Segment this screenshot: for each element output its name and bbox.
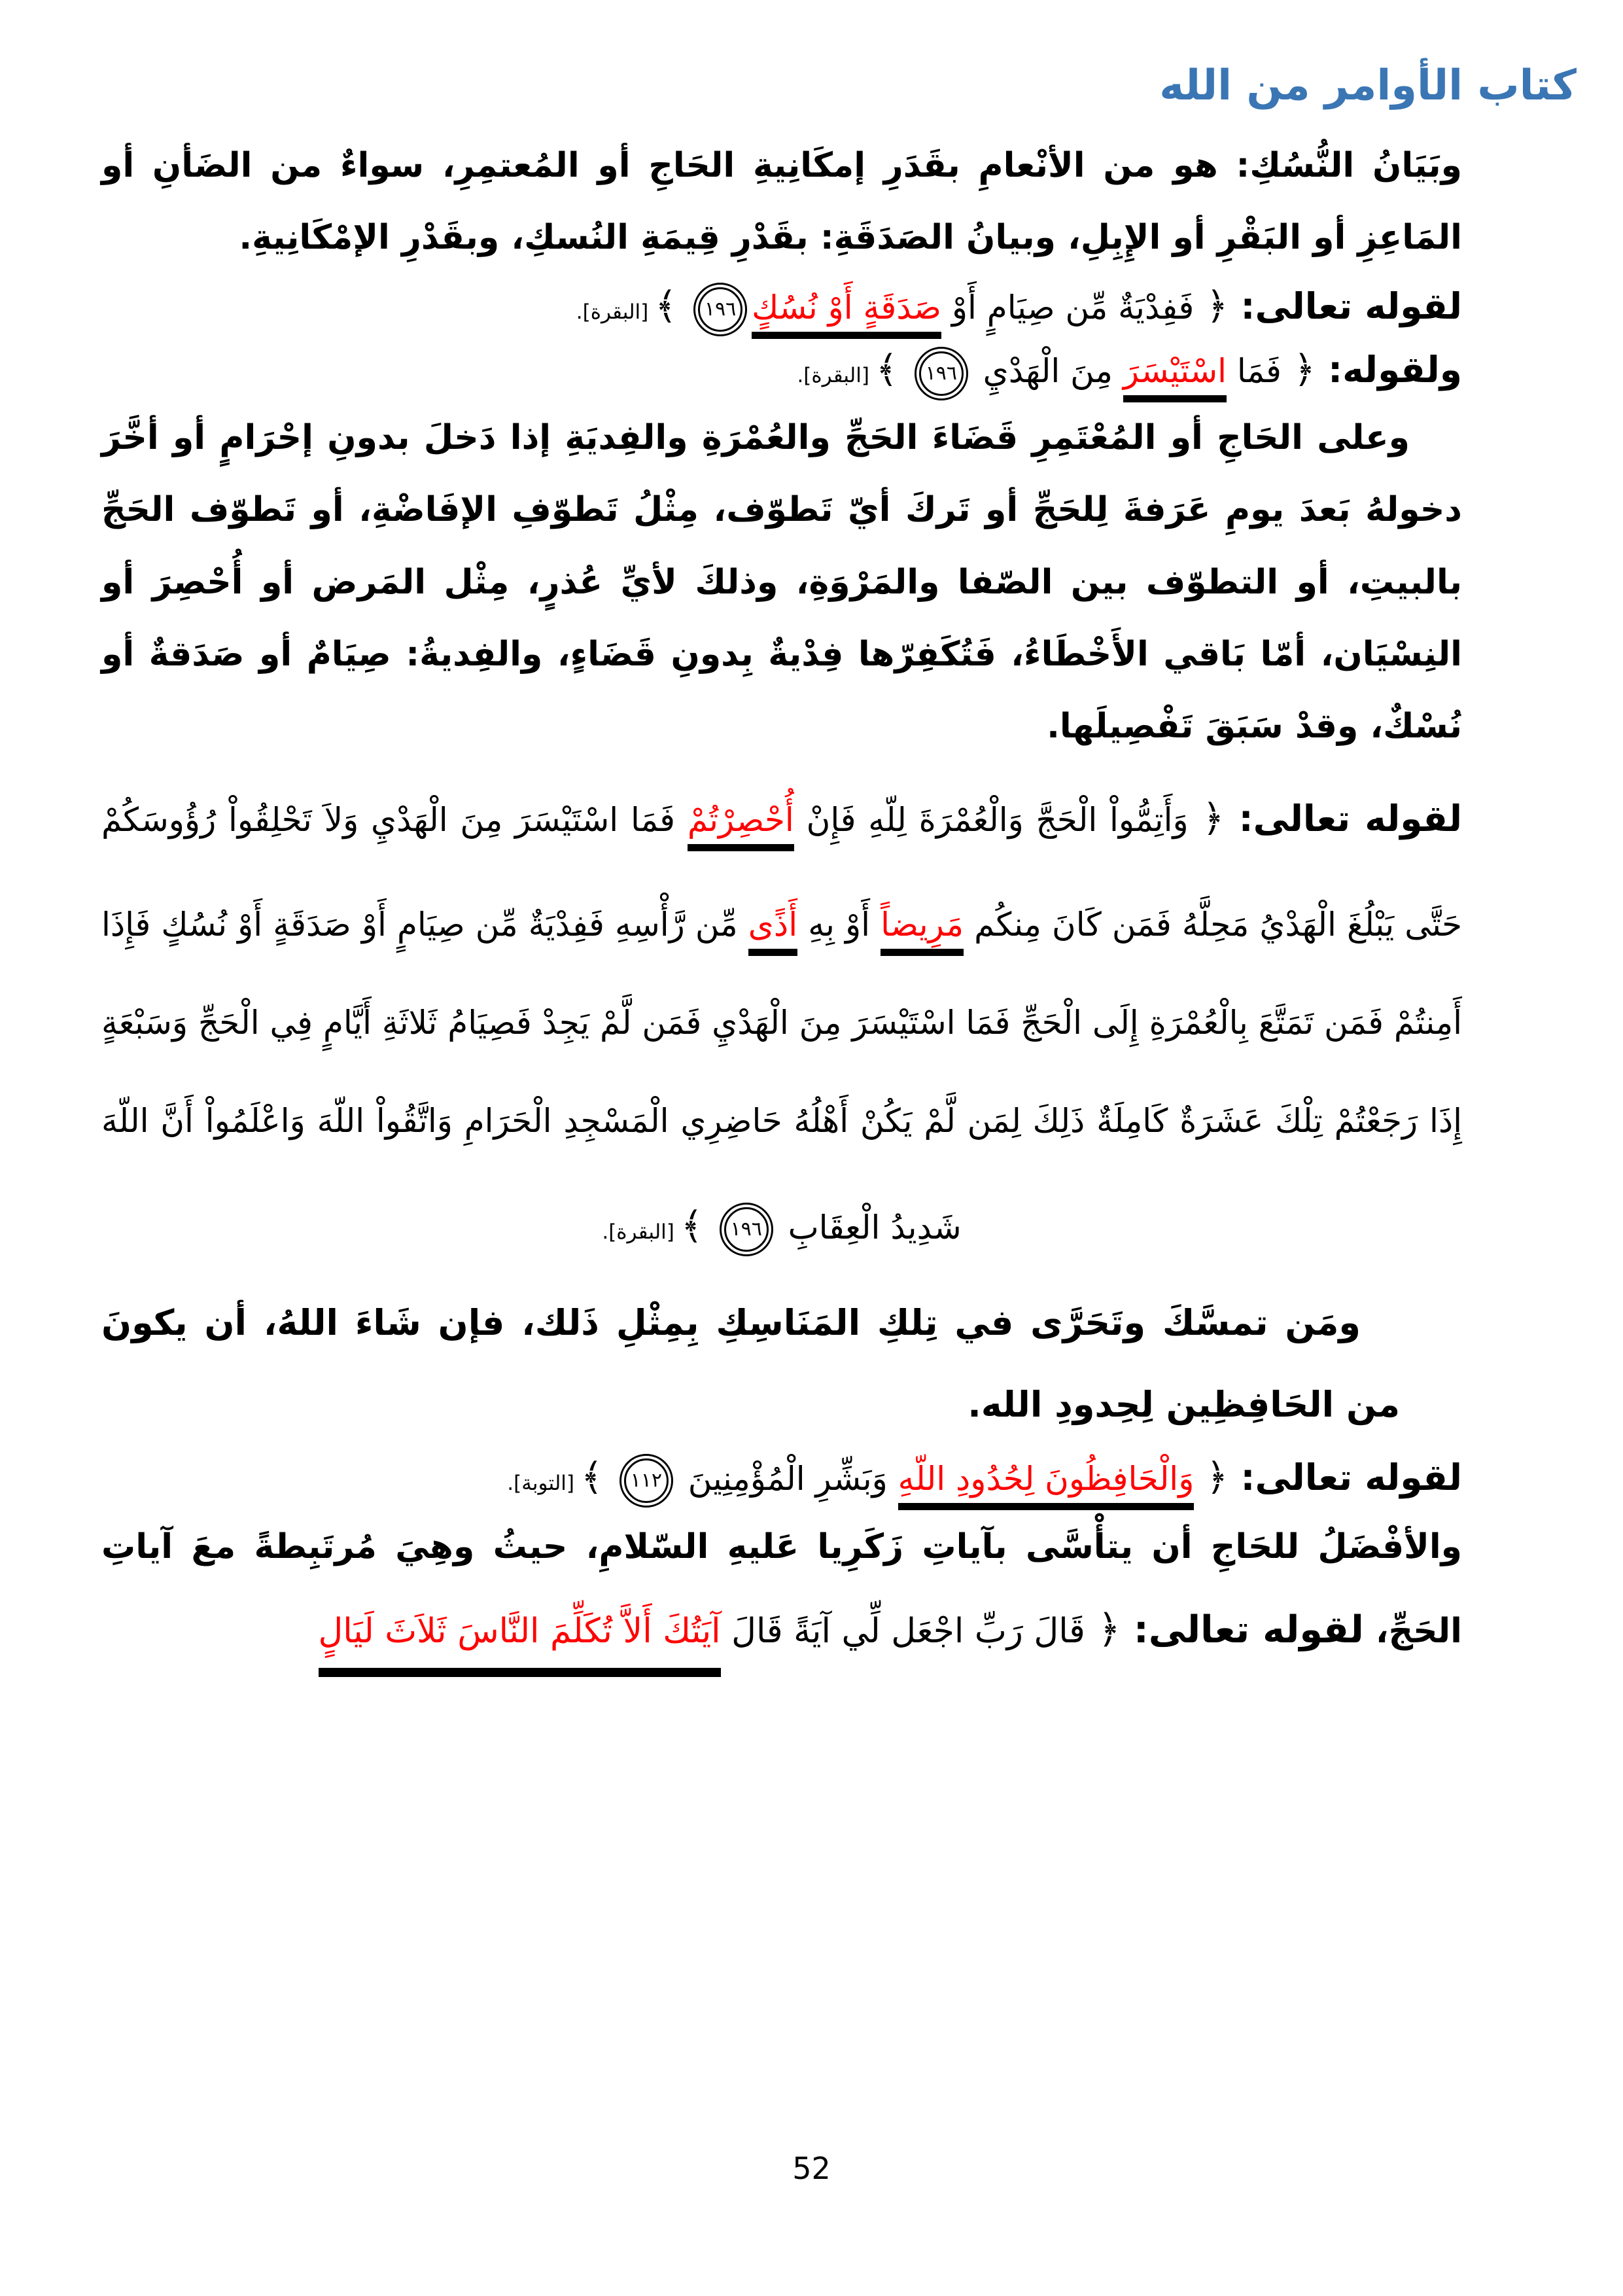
body-text: فَفِدْيَةٌ مِّن صِيَامٍ أَوْ <box>941 288 1195 327</box>
body-text: وعلى الحَاجِ أو المُعْتَمِرِ قَضَاءَ الحَجِّ والعُمْرَةِ والفِديَةِ إذا دَخلَ بدونِ إحْرَامٍ أو أخَّرَ دخولهُ بَعدَ يومِ عَرَفةَ لِلحَجِّ أو تَركَ أيّ تَطوّف، مِثْلُ تَطوّفِ الإفَاضْةِ، أو تَطوّف الحَجِّ بالبيتِ، أو التطوّف بين الصّفا والمَرْوَةِ، وذلكَ لأيِّ عُذرٍ، مِثْل المَرض أو أُحْصِرَ أو النِسْيَان، أمّا بَاقي الأَخْطَاءُ، فَتُكَفِرّها فِدْيةٌ بِدونِ قَضَاءٍ، والفِديةُ: صِيَامٌ أو صَدَقةٌ أو نُسْكٌ، وقدْ سَبَقَ تَفْصِيلَها. <box>101 418 1462 747</box>
highlighted-verse-text: أَذًى <box>748 906 797 956</box>
page-number: 52 <box>792 2151 831 2186</box>
body-text: قَالَ رَبِّ اجْعَل لِّي آيَةً قَالَ <box>720 1612 1085 1651</box>
quran-quote-hafizun-tawbah-112 <box>101 1445 1462 1510</box>
quote-lead-label: لقوله تعالى: <box>1120 1608 1364 1652</box>
body-text: بقَدْرِ قِيمَةِ النُسكِ، وبقَدْرِ الإمْكَانِيةِ. <box>239 218 820 258</box>
body-text: وبَيَانُ النُّسُكِ: <box>1236 146 1462 186</box>
ornate-bracket: ﴾ <box>655 283 689 328</box>
body-text: أَوْ بِهِ <box>797 905 881 944</box>
ornate-bracket: ﴿ <box>1281 347 1316 392</box>
surah-reference: [البقرة]. <box>602 1220 681 1244</box>
body-text: وَبَشِّرِ الْمُؤْمِنِينَ <box>677 1459 898 1498</box>
body-text: وَأَتِمُّواْ الْحَجَّ وَالْعُمْرَةَ لِلّهِ فَإِنْ <box>794 801 1189 839</box>
body-text: فَمَا <box>1227 352 1282 391</box>
ornate-bracket: ﴾ <box>580 1455 615 1499</box>
highlighted-verse-text: مَرِيضاً <box>881 906 964 956</box>
highlighted-verse-text: اسْتَيْسَرَ <box>1123 352 1227 402</box>
verse-number-medallion: ١٩٦ <box>698 287 742 332</box>
surah-reference: [التوبة]. <box>507 1471 581 1495</box>
body-text: وبيانُ الصَدَقَةِ: <box>820 218 1056 258</box>
quote-lead-label: لقوله تعالى: <box>1228 285 1462 327</box>
ornate-bracket: ﴿ <box>1085 1606 1121 1653</box>
ornate-bracket: ﴿ <box>1194 283 1229 328</box>
verse-number-medallion: ١١٢ <box>624 1458 669 1503</box>
ornate-bracket: ﴾ <box>680 1203 715 1248</box>
verse-number-medallion: ١٩٦ <box>724 1207 769 1252</box>
quote-lead-label: لقوله تعالى: <box>1224 798 1462 840</box>
quran-quote-hady-baqarah-196 <box>101 338 1462 402</box>
body-text: والأفْضَلُ للحَاجِ أن يتأْسَّى بآياتِ زَكَرِيا عَليهِ السّلامِ، حيثُ وهِيَ مُرتَبِطةً معَ آياتِ الحَجِّ، <box>101 1527 1462 1651</box>
highlighted-verse-text: وَالْحَافِظُونَ لِحُدُودِ اللّهِ <box>898 1460 1195 1510</box>
exhortation-paragraph-manasik <box>101 1282 1462 1445</box>
highlighted-verse-text: أُحْصِرْتُمْ <box>688 801 794 851</box>
verse-number-medallion: ١٩٦ <box>919 351 964 396</box>
ornate-bracket: ﴾ <box>875 347 910 392</box>
quote-lead-label: ولقوله: <box>1315 349 1462 391</box>
surah-reference: [البقرة]. <box>576 300 655 324</box>
body-text: هو من الأنْعامِ بقَدَرِ إمكَانِيةِ الحَاجِ أو المُعتمِرِ، سواءٌ من الضَأنِ أو المَاعِزِ أو البَقْرِ أو الإِبِلِ، <box>101 146 1462 258</box>
body-text: مِّن رَّأْسِهِ فَفِدْيَةٌ مِّن صِيَامٍ أَوْ صَدَقَةٍ أَوْ نُسُكٍ فَإِذَا أَمِنتُمْ فَمَن تَمَتَّعَ بِالْعُمْرَةِ إِلَى الْحَجِّ فَمَا اسْتَيْسَرَ مِنَ الْهَدْيِ فَمَن لَّمْ يَجِدْ فَصِيَامُ ثَلاثَةِ أَيَّامٍ فِي الْحَجِّ وَسَبْعَةٍ إِذَا رَجَعْتُمْ تِلْكَ عَشَرَةٌ كَامِلَةٌ ذَلِكَ لِمَن لَّمْ يَكُنْ أَهْلُهُ حَاضِرِي الْمَسْجِدِ الْحَرَامِ وَاتَّقُواْ اللّهَ وَاعْلَمُواْ أَنَّ اللّهَ شَدِيدُ الْعِقَابِ <box>101 905 1462 1246</box>
body-text: فَمَا اسْتَيْسَرَ مِنَ الْهَدْيِ وَلاَ تَحْلِقُواْ رُؤُوسَكُمْ حَتَّى يَبْلُغَ الْهَدْيُ مَحِلَّهُ فَمَن كَانَ مِنكُم <box>101 801 1462 944</box>
ornate-bracket: ﴿ <box>1188 796 1225 841</box>
ornate-bracket: ﴿ <box>1194 1455 1229 1499</box>
body-text: مِنَ الْهَدْيِ <box>972 352 1123 391</box>
body-text: ومَن تمسَّكَ وتَحَرَّى في تِلكِ المَنَاسِكِ بِمِثْلِ ذَلك، فإن شَاءَ اللهُ، أن يكونَ من الحَافِظِين لِحِدودِ الله. <box>101 1302 1400 1425</box>
highlighted-verse-text: آيَتُكَ أَلاَّ تُكَلِّمَ النَّاسَ ثَلاَثَ لَيَالٍ <box>319 1612 721 1677</box>
rulings-paragraph-hajj-fidyah <box>101 402 1462 762</box>
closing-paragraph-zakariya <box>101 1509 1462 1674</box>
surah-reference: [البقرة]. <box>797 364 876 388</box>
chapter-header-calligraphy: كتاب الأوامر من الله <box>1159 62 1577 110</box>
page-content <box>101 130 1462 1674</box>
highlighted-verse-text: صَدَقَةٍ أَوْ نُسُكٍ <box>752 289 941 339</box>
quote-lead-label: لقوله تعالى: <box>1228 1456 1462 1498</box>
intro-paragraph-nusuk-sadaqah <box>101 130 1462 274</box>
quran-quote-fidyah-baqarah-196 <box>101 274 1462 338</box>
quran-quote-atimmu-alhajj-baqarah-196 <box>101 762 1462 1282</box>
